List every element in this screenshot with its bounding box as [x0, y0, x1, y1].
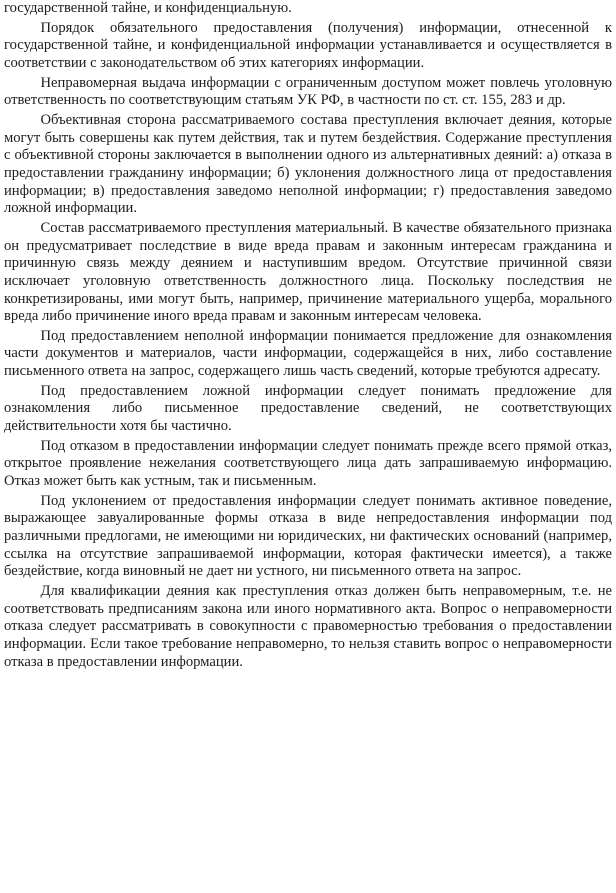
paragraph-material-composition: Состав рассматриваемого преступления материальный. В качестве обязательного признака он предусматривает последствие в виде вреда правам и законным интересам гражданина и причинную связь между деянием и наступившим вредом. Отсутствие причинной связи исключает уголовную ответственность должностного лица. Поскольку последствия не конкретизированы, ими могут быть, например, причинение материального ущерба, морального вреда либо причинение иного вреда правам и законным интересам человека.: [4, 219, 612, 325]
paragraph-false-information: Под предоставлением ложной информации следует понимать предложение для ознакомления либо письменное предоставление сведений, не соответствующих действительности хотя бы частично.: [4, 382, 612, 435]
paragraph-procedure: Порядок обязательного предоставления (получения) информации, отнесенной к государственной тайне, и конфиденциальной информации устанавливается и осуществляется в соответствии с законодательством об этих категориях информации.: [4, 19, 612, 71]
paragraph-refusal: Под отказом в предоставлении информации следует понимать прежде всего прямой отказ, открытое проявление нежелания соответствующего лица дать запрашиваемую информацию. Отказ может быть как устным, так и письменным.: [4, 437, 612, 490]
paragraph-continuation: государственной тайне, и конфиденциальную.: [4, 0, 292, 16]
paragraph-incomplete-information: Под предоставлением неполной информации понимается предложение для ознакомления части документов и материалов, части информации, содержащейся в них, либо составление письменного ответа на запрос, содержащего лишь часть сведений, которые требуются адресату.: [4, 327, 612, 380]
paragraph-liability: Неправомерная выдача информации с ограниченным доступом может повлечь уголовную ответственность по соответствующим статьям УК РФ, в частности по ст. ст. 155, 283 и др.: [4, 74, 612, 109]
paragraph-objective-side: Объективная сторона рассматриваемого состава преступления включает деяния, которые могут быть совершены как путем действия, так и путем бездействия. Содержание преступления с объективной стороны заключается в выполнении одного из альтернативных деяний: а) отказа в предоставлении гражданину информации; б) уклонения должностного лица от предоставления информации; в) предоставления заведомо неполной информации; г) предоставления заведомо ложной информации.: [4, 111, 612, 217]
paragraph-qualification: Для квалификации деяния как преступления отказ должен быть неправомерным, т.е. не соответствовать предписаниям закона или иного нормативного акта. Вопрос о неправомерности отказа следует рассматривать в совокупности с правомерностью требования о предоставлении информации. Если такое требование неправомерно, то нельзя ставить вопрос о неправомерности отказа в предоставлении информации.: [4, 583, 612, 670]
paragraph-evasion: Под уклонением от предоставления информации следует понимать активное поведение, выражающее завуалированные формы отказа в виде непредоставления информации под различными предлогами, не имеющими ни юридических, ни фактических оснований (например, ссылка на отсутствие запрашиваемой информации, которая фактически имеется), а также бездействие, когда виновный не дает ни устного, ни письменного ответа на запрос.: [4, 492, 612, 580]
